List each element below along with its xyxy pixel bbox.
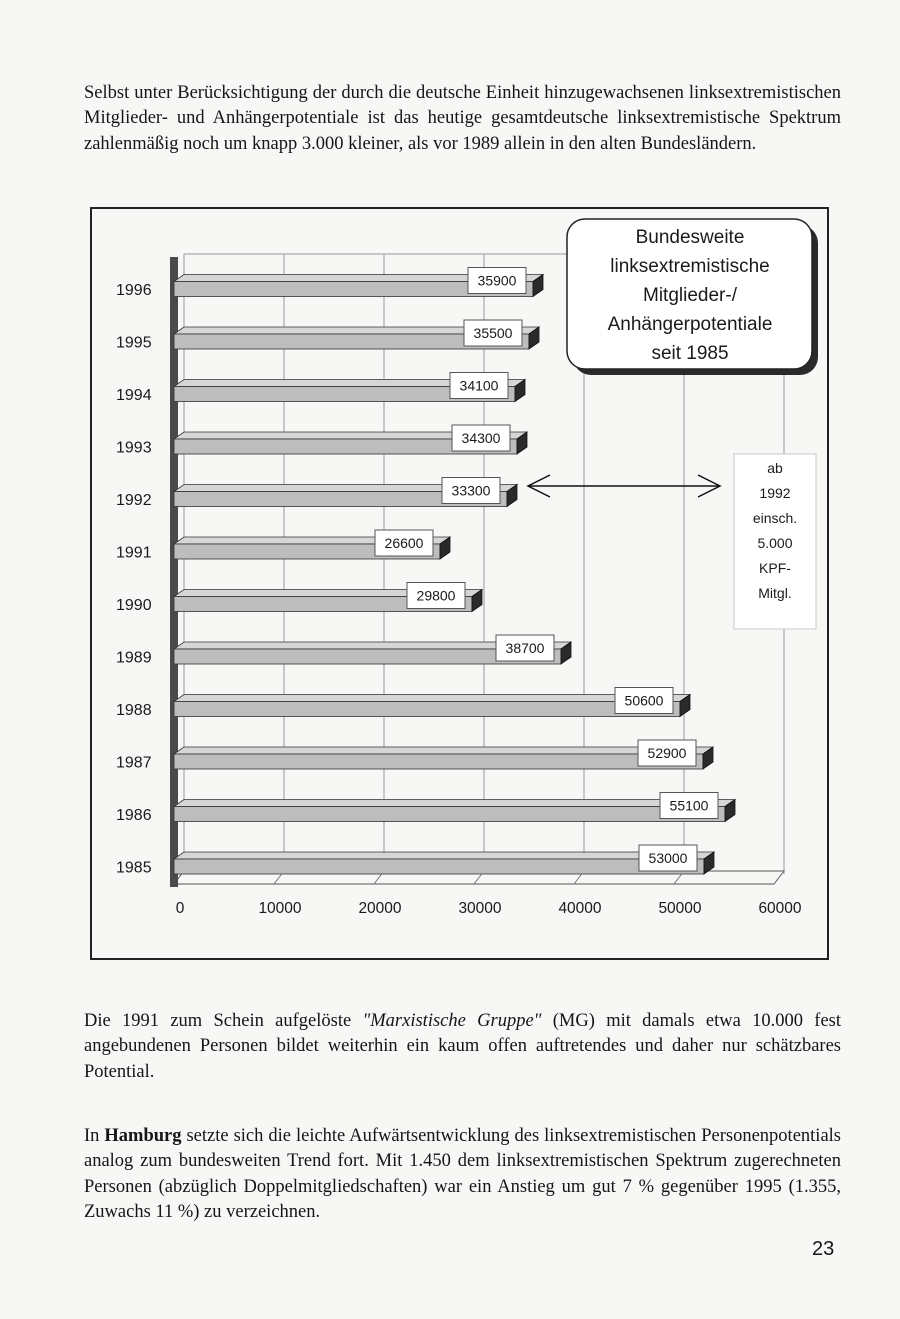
mg-paragraph [84, 1009, 841, 1086]
chart-title-line: Mitglieder-/ [643, 285, 737, 306]
hamburg-text-end: setzte sich die leichte Aufwärtsentwicklung des linksextremistischen Personenpotentials analog zum bundesweiten Trend fort. Mit 1.450 dem linksextremistischen Spektrum zugerechneten Personen (abzüglich Doppelmitgliedschaften) war ein Anstieg um gut 7 % gegenüber 1995 (1.355, Zuwachs 11 %) zu verzeichnen. [84, 1125, 841, 1222]
data-label: 52900 [647, 745, 687, 761]
category-label: 1994 [116, 387, 152, 404]
category-label: 1986 [116, 807, 152, 824]
data-label: 34100 [459, 377, 499, 394]
x-tick-label: 0 [175, 900, 185, 917]
data-label: 29800 [416, 587, 456, 604]
data-label: 33300 [451, 482, 491, 499]
annotation-line: 1992 [759, 485, 791, 501]
bar-top [174, 800, 735, 807]
mg-name: "Marxistische Gruppe" [362, 1010, 542, 1031]
category-label: 1992 [116, 492, 152, 509]
data-label: 35500 [473, 325, 513, 341]
bar [174, 807, 725, 822]
annotation-line: ab [767, 460, 783, 476]
chart-title-line: Anhängerpotentiale [607, 314, 773, 335]
mg-text-end: (MG) mit damals etwa 10.000 fest angebundenen Personen bildet weiterhin ein kaum offen auftretendes und daher nur schätzbares Potential. [84, 1010, 842, 1082]
bar [174, 754, 703, 769]
category-label: 1989 [116, 649, 152, 667]
data-label: 35900 [477, 272, 517, 289]
mg-text-start: Die 1991 zum Schein aufgelöste [84, 1010, 363, 1031]
bar-chart [92, 209, 827, 958]
intro-paragraph: Selbst unter Berücksichtigung der durch die deutsche Einheit hinzugewachsenen linksextremistischen Mitglieder- und Anhängerpotentiale ist das heutige gesamtdeutsche linksextremistische Spektrum zahlenmäßig noch um knapp 3.000 kleiner, als vor 1989 allein in den alten Bundesländern. [84, 82, 841, 154]
category-label: 1987 [116, 754, 152, 772]
x-tick-label: 10000 [258, 900, 302, 917]
bar [174, 859, 704, 874]
category-label: 1985 [116, 859, 152, 877]
data-label: 26600 [384, 535, 424, 551]
annotation-line: einsch. [752, 510, 798, 526]
annotation-line: Mitgl. [758, 585, 792, 601]
category-label: 1993 [116, 439, 152, 457]
y-axis-wall [170, 257, 178, 887]
hamburg-bold: Hamburg [104, 1125, 182, 1146]
category-label: 1991 [116, 544, 152, 562]
x-tick-label: 60000 [758, 900, 802, 917]
hamburg-paragraph [84, 1124, 841, 1226]
floor-tick [774, 871, 784, 884]
x-tick-label: 40000 [558, 900, 602, 917]
data-label: 53000 [648, 850, 688, 866]
data-label: 38700 [505, 640, 545, 656]
category-label: 1990 [116, 597, 152, 614]
bar-top [174, 747, 713, 754]
data-label: 55100 [669, 797, 709, 814]
chart-title-line: linksextremistische [610, 256, 770, 277]
x-tick-label: 30000 [458, 900, 502, 917]
chart-title-line: Bundesweite [635, 227, 745, 248]
category-label: 1996 [116, 282, 152, 299]
bar-top [174, 852, 714, 859]
bar [174, 702, 680, 717]
data-label: 34300 [461, 430, 501, 446]
page-number: 23 [812, 1238, 835, 1260]
chart-frame [90, 207, 829, 960]
annotation-line: 5.000 [757, 535, 793, 551]
data-label: 50600 [624, 692, 664, 709]
category-label: 1988 [116, 702, 152, 719]
x-tick-label: 20000 [358, 900, 402, 917]
x-tick-label: 50000 [658, 900, 702, 917]
chart-title-line: seit 1985 [651, 343, 729, 364]
hamburg-text-start: In [84, 1125, 105, 1146]
annotation-line: KPF- [759, 560, 791, 576]
category-label: 1995 [116, 334, 152, 352]
bar-top [174, 695, 690, 702]
